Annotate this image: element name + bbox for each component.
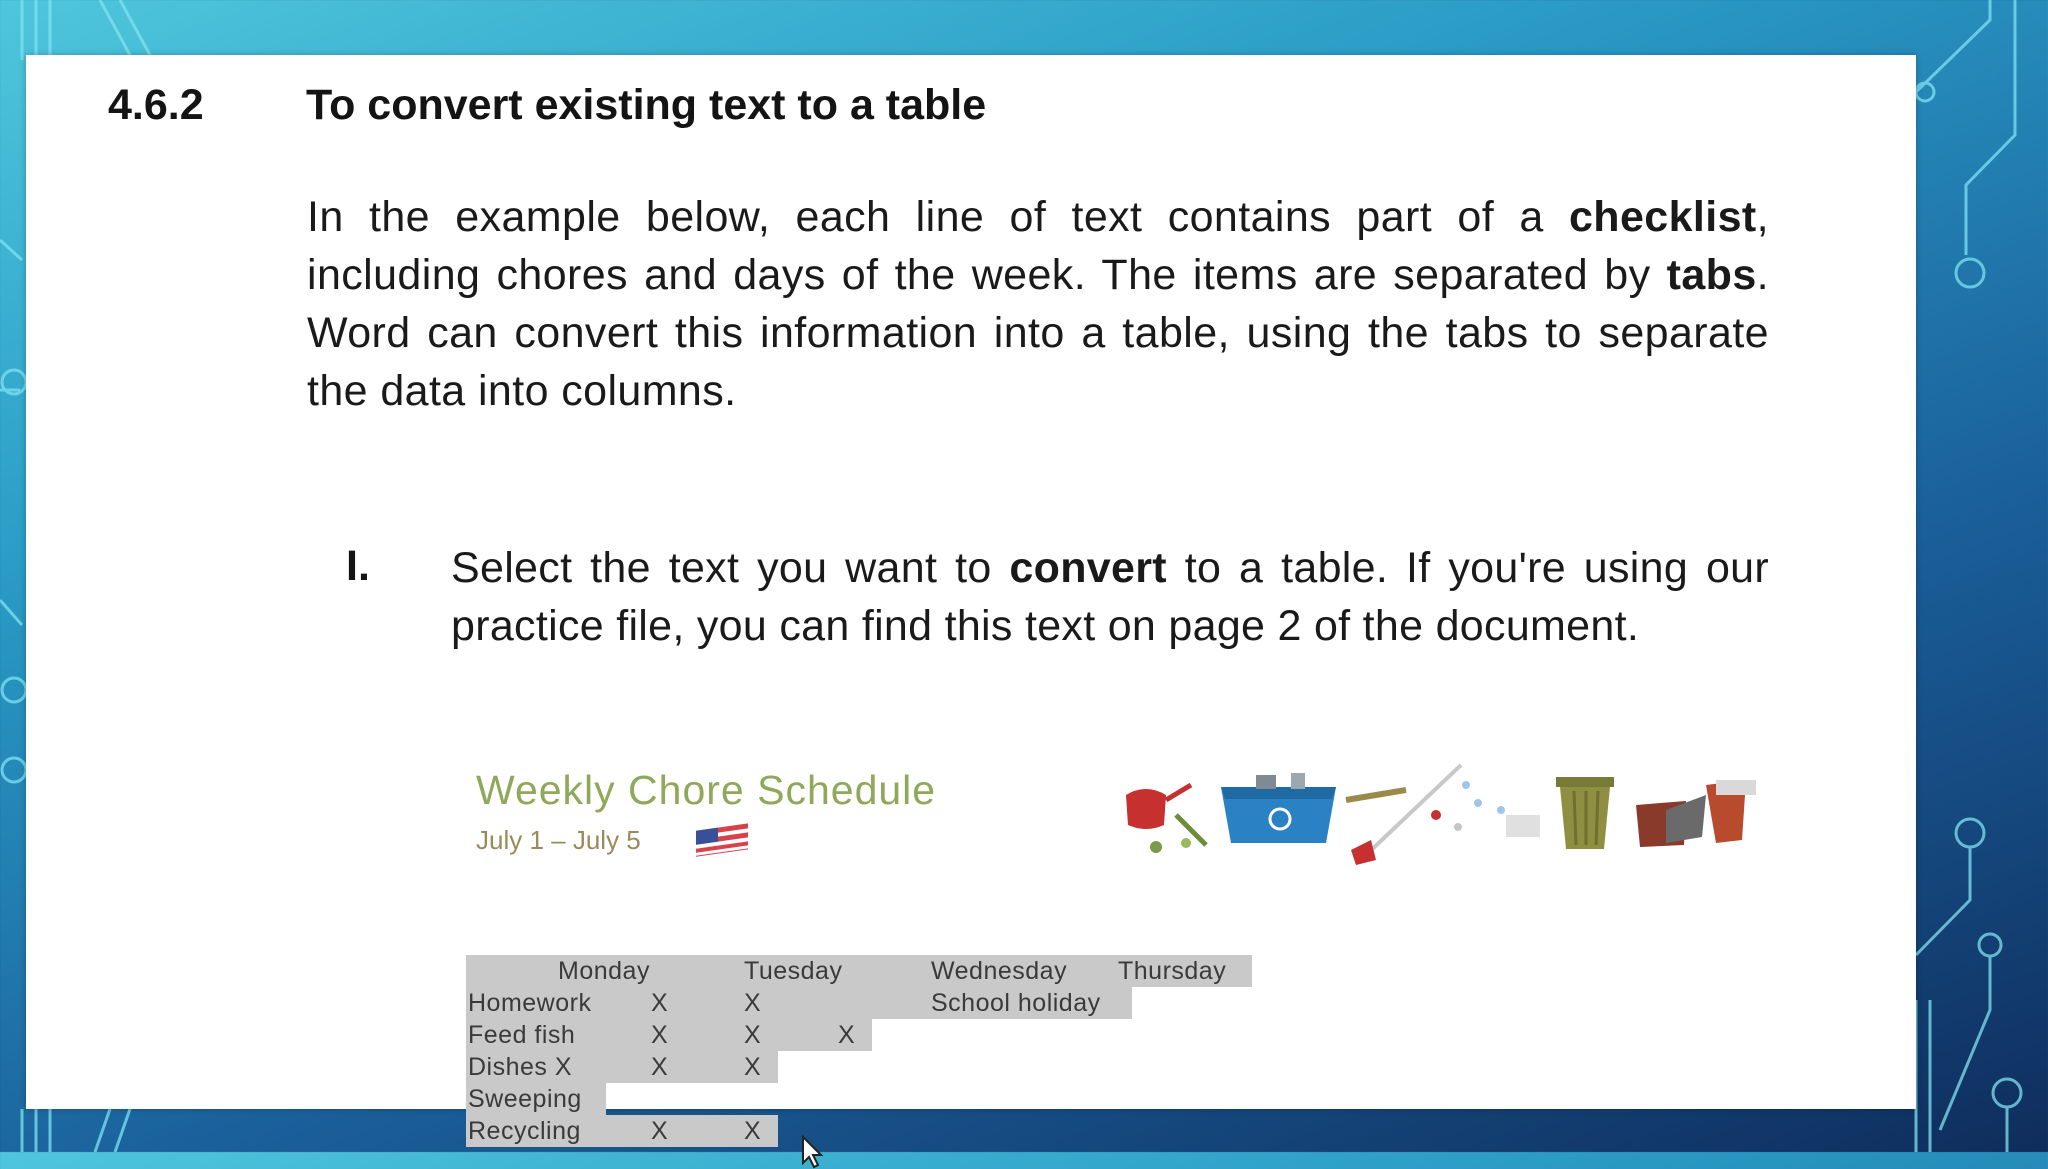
table-cell: Feed fish: [468, 1021, 576, 1049]
table-cell: X: [744, 1053, 762, 1081]
table-cell: Wednesday: [931, 957, 1068, 985]
step-bold-convert: convert: [1009, 544, 1167, 592]
us-flag-icon: [694, 823, 752, 857]
recycling-bin-icon: [1221, 773, 1336, 843]
section-number: 4.6.2: [108, 81, 204, 129]
mouse-cursor-icon: [801, 1135, 825, 1169]
table-cell: Thursday: [1118, 957, 1227, 985]
intro-text-1: In the example below, each line of text contains part of a: [307, 193, 1569, 241]
intro-text-2: , including chores and days of the week. The items are separated by: [307, 193, 1769, 299]
table-cell: X: [744, 1117, 762, 1145]
broom-icon: [1346, 765, 1540, 865]
trash-can-icon: [1556, 777, 1614, 849]
section-title: To convert existing text to a table: [306, 81, 987, 129]
table-cell: Homework: [468, 989, 592, 1017]
intro-paragraph: [307, 188, 1769, 420]
table-cell: Monday: [558, 957, 650, 985]
table-cell: X: [744, 989, 762, 1017]
table-cell: X: [651, 1117, 669, 1145]
table-cell: X: [744, 1021, 762, 1049]
intro-bold-tabs: tabs: [1666, 251, 1757, 299]
table-cell: School holiday: [931, 989, 1101, 1017]
step-text-1: Select the text you want to: [451, 544, 1010, 592]
watering-can-icon: [1126, 785, 1206, 853]
table-cell: Dishes X: [468, 1053, 573, 1081]
cleaning-supplies-icon: [1636, 780, 1756, 847]
table-cell: X: [651, 1053, 669, 1081]
schedule-title: Weekly Chore Schedule: [476, 767, 937, 813]
step-text-2: to a table. If you're using our practice file, you can find this text on page 2 of the document.: [451, 544, 1769, 650]
table-cell: Tuesday: [744, 957, 843, 985]
schedule-subtitle: July 1 – July 5: [476, 825, 641, 855]
table-cell: Recycling: [468, 1117, 581, 1145]
table-cell: X: [838, 1021, 856, 1049]
table-cell: X: [651, 1021, 669, 1049]
chore-schedule-screenshot: [466, 755, 1806, 1145]
cleaning-clipart: [1106, 755, 1786, 865]
intro-text-3: . Word can convert this information into a table, using the tabs to separate the data into columns.: [307, 251, 1769, 415]
slide-page: [26, 55, 1916, 1145]
table-cell: Sweeping: [468, 1085, 582, 1113]
table-cell: X: [651, 989, 669, 1017]
step-text: [451, 539, 1769, 655]
intro-bold-checklist: checklist: [1568, 193, 1757, 241]
step-number: I.: [346, 542, 370, 590]
